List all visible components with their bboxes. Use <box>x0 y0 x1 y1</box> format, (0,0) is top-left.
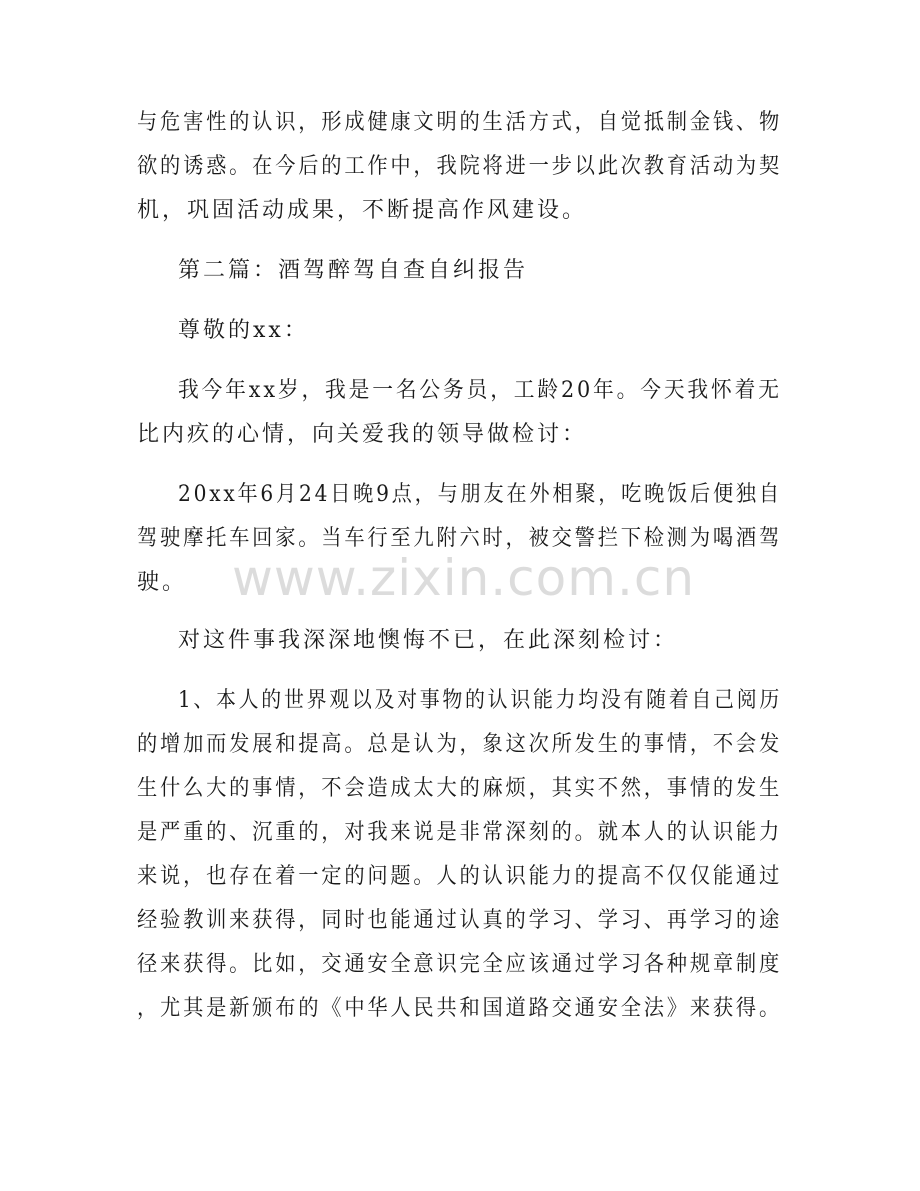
paragraph-line: 20xx年6月24日晚9点，与朋友在外相聚，吃晚饭后便独自 <box>178 482 782 507</box>
paragraph-line: 径来获得。比如，交通安全意识完全应该通过学习各种规章制度 <box>137 952 782 977</box>
paragraph-line: 欲的诱惑。在今后的工作中，我院将进一步以此次教育活动为契 <box>137 154 782 179</box>
watermark: www.zixin.com.cn <box>232 549 696 607</box>
section-heading: 第二篇：酒驾醉驾自查自纠报告 <box>178 258 529 283</box>
paragraph-line: 1、本人的世界观以及对事物的认识能力均没有随着自己阅历 <box>178 688 782 713</box>
paragraph-line: 比内疚的心情，向关爱我的领导做检讨： <box>137 422 588 447</box>
paragraph-line: 经验教训来获得，同时也能通过认真的学习、学习、再学习的途 <box>137 908 782 933</box>
paragraph-line: 驾驶摩托车回家。当车行至九附六时，被交警拦下检测为喝酒驾 <box>137 526 782 551</box>
paragraph-line: 的增加而发展和提高。总是认为，象这次所发生的事情，不会发 <box>137 732 782 757</box>
paragraph-line: 对这件事我深深地懊悔不已，在此深刻检讨： <box>178 628 679 653</box>
paragraph-line: 与危害性的认识，形成健康文明的生活方式，自觉抵制金钱、物 <box>137 110 782 135</box>
paragraph-line: 驶。 <box>137 570 188 595</box>
paragraph-line: ，尤其是新颁布的《中华人民共和国道路交通安全法》来获得。 <box>137 996 782 1021</box>
salutation: 尊敬的xx： <box>178 318 309 343</box>
paragraph-line: 我今年xx岁，我是一名公务员，工龄20年。今天我怀着无 <box>178 378 782 403</box>
paragraph-line: 生什么大的事情，不会造成太大的麻烦，其实不然，事情的发生 <box>137 776 782 801</box>
paragraph-line: 机，巩固活动成果，不断提高作风建设。 <box>137 198 588 223</box>
paragraph-line: 是严重的、沉重的，对我来说是非常深刻的。就本人的认识能力 <box>137 820 782 845</box>
paragraph-line: 来说，也存在着一定的问题。人的认识能力的提高不仅仅能通过 <box>137 864 782 889</box>
